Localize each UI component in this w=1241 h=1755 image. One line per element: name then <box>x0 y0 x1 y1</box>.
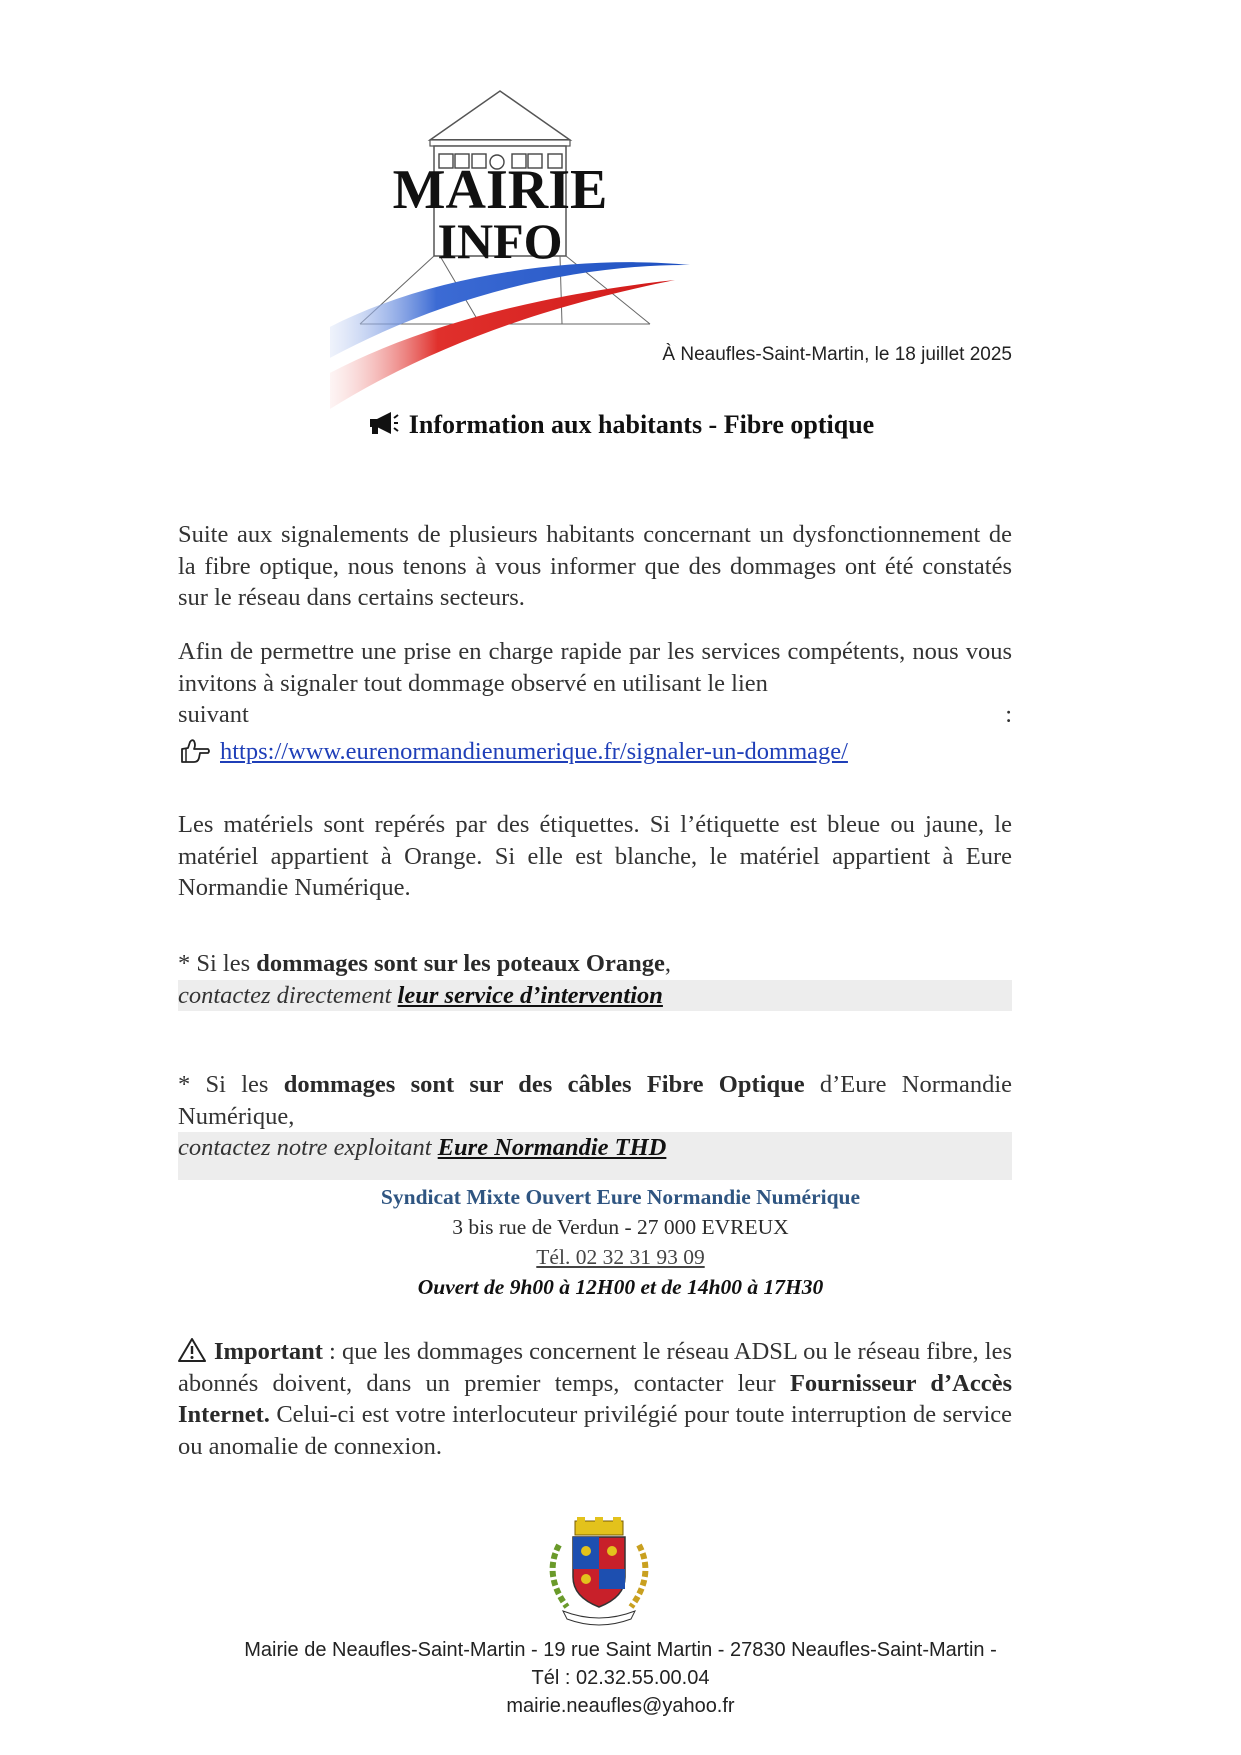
orange-item-prefix: * Si les <box>178 950 257 977</box>
orange-contact-prefix: contactez directement <box>178 981 398 1009</box>
fibre-contact-prefix: contactez notre exploitant <box>178 1134 438 1161</box>
paragraph-signal <box>178 636 1012 731</box>
paragraph-signal-text: Afin de permettre une prise en charge rapide par les services compétents, nous vous invitons à signaler tout dommage observé en utilisant le lien <box>178 638 1012 697</box>
paragraph-intro: Suite aux signalements de plusieurs habitants concernant un dysfonctionnement de la fibre optique, nous tenons à vous informer que des dommages ont été constatés sur le réseau dans certains secteurs. <box>178 521 1012 611</box>
date-line: À Neaufles-Saint-Martin, le 18 juillet 2025 <box>662 344 1012 365</box>
fibre-item-prefix: * Si les <box>178 1071 284 1098</box>
page-title-text: Information aux habitants - Fibre optique <box>408 410 875 439</box>
town-crest <box>539 1515 659 1627</box>
important-text-2: Celui-ci est votre interlocuteur privilégié pour toute interruption de service ou anomalie de connexion. <box>178 1401 1012 1460</box>
orange-item-suffix: , <box>664 950 671 977</box>
report-damage-link[interactable]: https://www.eurenormandienumerique.fr/signaler-un-dommage/ <box>220 738 848 765</box>
important-isp: Fournisseur d’Accès Internet. <box>178 1369 1012 1428</box>
footer-email[interactable]: mairie.neaufles@yahoo.fr <box>506 1695 735 1717</box>
megaphone-icon <box>367 410 399 436</box>
footer-phone: Tél : 02.32.55.00.04 <box>531 1667 710 1689</box>
syndicat-name: Syndicat Mixte Ouvert Eure Normandie Numérique <box>380 1185 861 1209</box>
important-label: Important <box>214 1338 323 1365</box>
report-link-line <box>180 736 848 767</box>
fibre-item-suffix: d’Eure Normandie Numérique, <box>178 1071 1013 1130</box>
svg-text:INFO: INFO <box>437 213 563 269</box>
syndicat-address: 3 bis rue de Verdun - 27 000 EVREUX <box>452 1215 789 1239</box>
orange-contact-line <box>178 980 1012 1012</box>
paragraph-signal-colon: : <box>1005 701 1012 728</box>
syndicat-hours: Ouvert de 9h00 à 12H00 et de 14h00 à 17H30 <box>417 1275 824 1299</box>
orange-intervention-link[interactable]: leur service d’intervention <box>397 981 663 1009</box>
orange-poles-item <box>178 948 1012 1011</box>
warning-icon <box>178 1337 206 1363</box>
syndicat-phone[interactable]: Tél. 02 32 31 93 09 <box>536 1245 705 1269</box>
orange-item-bold: dommages sont sur les poteaux Orange <box>256 950 665 977</box>
pointing-hand-icon <box>180 737 210 765</box>
paragraph-labels: Les matériels sont repérés par des étiquettes. Si l’étiquette est bleue ou jaune, le matériel appartient à Orange. Si elle est blanche, le matériel appartient à Eure Normandie Numérique. <box>178 811 1012 901</box>
important-notice <box>178 1336 1012 1462</box>
eure-normandie-thd-link[interactable]: Eure Normandie THD <box>437 1134 667 1161</box>
paragraph-signal-last-word: suivant <box>178 701 249 728</box>
important-text-1: : que les dommages concernent le réseau ADSL ou le réseau fibre, les abonnés doivent, dans un premier temps, contacter leur <box>178 1338 1012 1397</box>
footer-address: Mairie de Neaufles-Saint-Martin - 19 rue Saint Martin - 27830 Neaufles-Saint-Martin - <box>244 1639 997 1661</box>
footer <box>0 1636 1241 1720</box>
fibre-cables-item <box>178 1069 1012 1180</box>
syndicat-block <box>0 1182 1241 1302</box>
page-title <box>0 410 1241 440</box>
svg-text:MAIRIE: MAIRIE <box>392 159 608 221</box>
fibre-item-bold: dommages sont sur des câbles Fibre Optique <box>283 1071 805 1098</box>
fibre-contact-line <box>178 1132 1012 1180</box>
